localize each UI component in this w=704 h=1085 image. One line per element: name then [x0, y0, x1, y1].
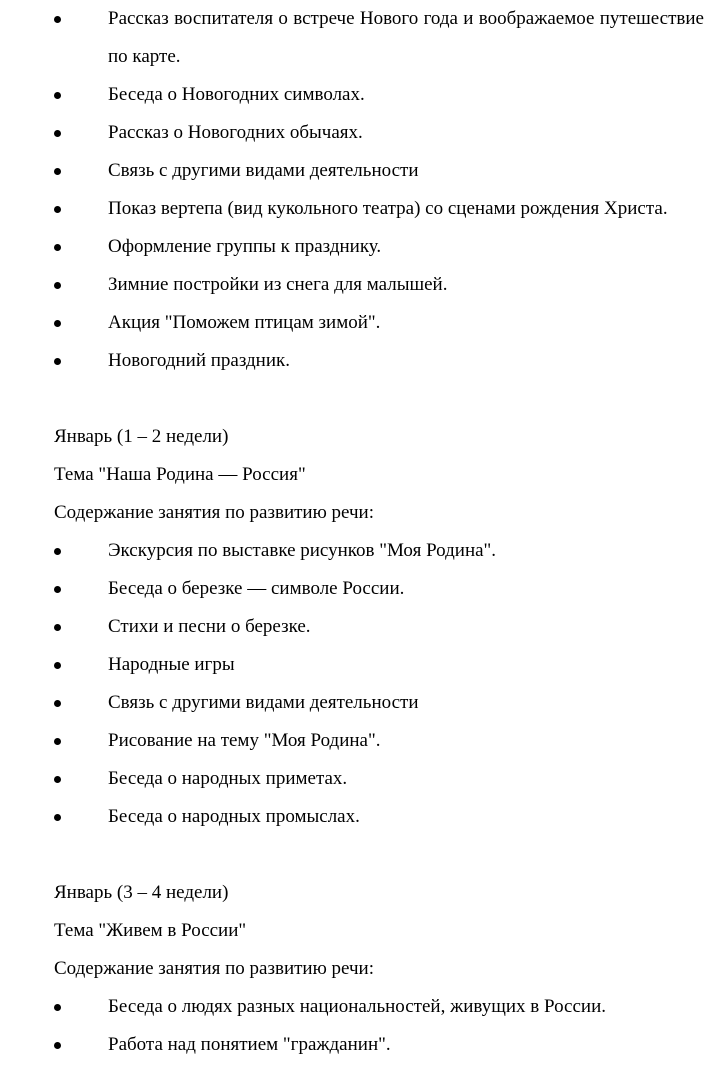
list-item: [0, 684, 704, 722]
bullet-list-january-1: [0, 532, 704, 836]
bullet-icon: [54, 206, 61, 213]
list-item-text: Беседа о народных приметах.: [108, 768, 348, 789]
list-item-text: Работа над понятием "гражданин".: [108, 1034, 391, 1055]
list-item: [0, 760, 704, 798]
list-item: [0, 1026, 704, 1064]
list-item: [0, 722, 704, 760]
list-item-text: Беседа о народных промыслах.: [108, 806, 360, 827]
bullet-icon: [54, 548, 61, 555]
list-item: [0, 608, 704, 646]
bullet-icon: [54, 358, 61, 365]
list-item: [0, 988, 704, 1026]
section-period: Январь (3 – 4 недели): [54, 882, 229, 903]
bullet-icon: [54, 776, 61, 783]
list-item-text: Новогодний праздник.: [108, 350, 291, 371]
list-item-text: Показ вертепа (вид кукольного театра) со сценами рождения Христа.: [108, 198, 668, 219]
bullet-list-december: [0, 0, 704, 380]
bullet-icon: [54, 624, 61, 631]
section-theme: Тема "Живем в России": [54, 920, 247, 941]
list-item-text: Стихи и песни о березке.: [108, 616, 311, 637]
list-item-text: Беседа о березке — символе России.: [108, 578, 405, 599]
list-item-text: Рассказ о Новогодних обычаях.: [108, 122, 363, 143]
bullet-icon: [54, 320, 61, 327]
list-item: [0, 570, 704, 608]
bullet-icon: [54, 586, 61, 593]
bullet-icon: [54, 700, 61, 707]
list-item-text: Беседа о людях разных национальностей, живущих в России.: [108, 996, 606, 1017]
list-item: [0, 114, 704, 152]
section-theme: Тема "Наша Родина — Россия": [54, 464, 306, 485]
spacer: [0, 380, 704, 418]
list-item: [0, 152, 704, 190]
list-item: [0, 228, 704, 266]
bullet-icon: [54, 92, 61, 99]
list-item-text: Связь с другими видами деятельности: [108, 692, 419, 713]
list-item-text: Рисование на тему "Моя Родина".: [108, 730, 381, 751]
section-content-heading: Содержание занятия по развитию речи:: [54, 958, 374, 979]
bullet-icon: [54, 814, 61, 821]
list-item-text: Связь с другими видами деятельности: [108, 160, 419, 181]
bullet-icon: [54, 662, 61, 669]
list-item: [0, 342, 704, 380]
section-content-heading: Содержание занятия по развитию речи:: [54, 502, 374, 523]
list-item: [0, 76, 704, 114]
bullet-icon: [54, 130, 61, 137]
list-item-text: Оформление группы к празднику.: [108, 236, 382, 257]
bullet-icon: [54, 168, 61, 175]
bullet-icon: [54, 16, 61, 23]
list-item: [0, 798, 704, 836]
list-item-text: Рассказ воспитателя о встрече Нового года и воображаемое путешествие по карте.: [108, 8, 704, 67]
bullet-icon: [54, 738, 61, 745]
list-item: [0, 0, 704, 76]
bullet-icon: [54, 1004, 61, 1011]
list-item: [0, 646, 704, 684]
section-period: Январь (1 – 2 недели): [54, 426, 229, 447]
list-item-text: Народные игры: [108, 654, 235, 675]
bullet-icon: [54, 1042, 61, 1049]
list-item-text: Акция "Поможем птицам зимой".: [108, 312, 381, 333]
list-item: [0, 532, 704, 570]
bullet-icon: [54, 244, 61, 251]
bullet-icon: [54, 282, 61, 289]
list-item: [0, 266, 704, 304]
list-item: [0, 304, 704, 342]
spacer: [0, 836, 704, 874]
list-item-text: Беседа о Новогодних символах.: [108, 84, 365, 105]
list-item: [0, 190, 704, 228]
list-item-text: Экскурсия по выставке рисунков "Моя Родина".: [108, 540, 497, 561]
list-item-text: Зимние постройки из снега для малышей.: [108, 274, 448, 295]
bullet-list-january-2: [0, 988, 704, 1064]
